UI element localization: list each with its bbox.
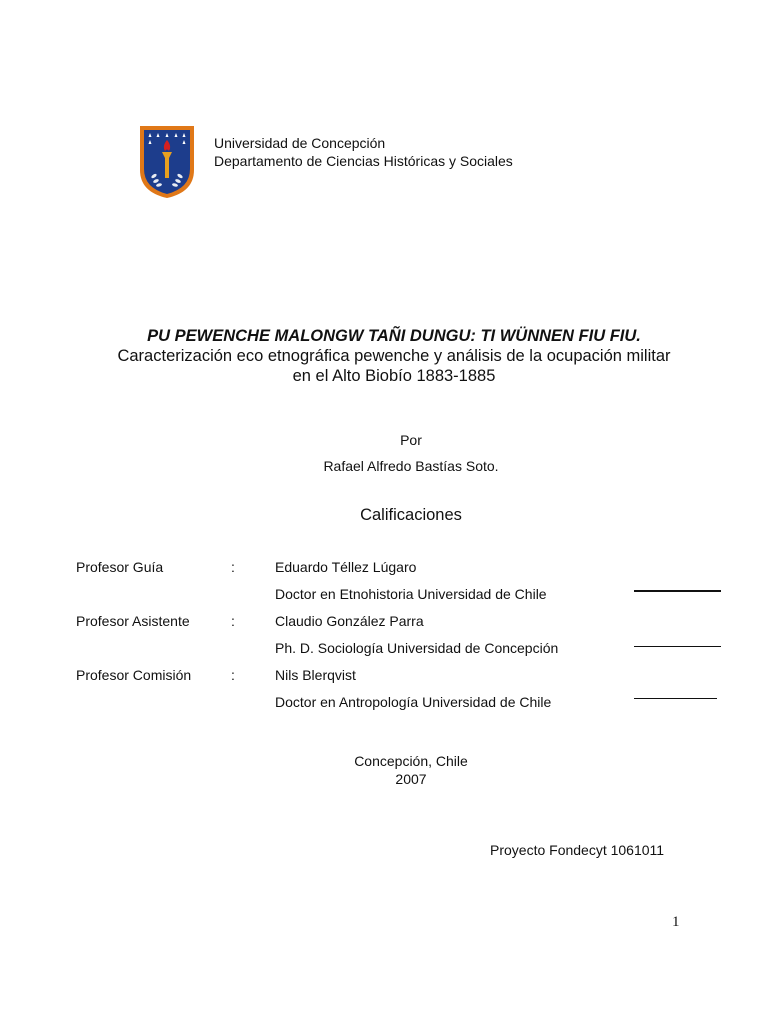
role-colon: : (231, 613, 235, 629)
professor-degree: Doctor en Antropología Universidad de Chile (275, 694, 552, 710)
city: Concepción, Chile (354, 753, 468, 769)
professor-name: Nils Blerqvist (275, 667, 356, 683)
thesis-subtitle: Caracterización eco etnográfica pewenche y análisis de la ocupación militar en el Alto Biobío 1883-1885 (117, 347, 671, 385)
page-number: 1 (672, 914, 680, 930)
signature-line (634, 590, 721, 592)
by-label: Por (400, 432, 422, 448)
signature-line (634, 698, 717, 699)
department-name: Departamento de Ciencias Históricas y Sociales (214, 153, 513, 169)
professor-role: Profesor Asistente (76, 613, 190, 629)
role-colon: : (231, 667, 235, 683)
role-colon: : (231, 559, 235, 575)
thesis-title: PU PEWENCHE MALONGW TAÑI DUNGU: TI WÜNNEN FIU FIU. (147, 327, 641, 345)
grades-heading: Calificaciones (360, 506, 462, 524)
professor-role: Profesor Guía (76, 559, 164, 575)
place-and-date (0, 752, 768, 788)
professor-degree: Doctor en Etnohistoria Universidad de Chile (275, 586, 547, 602)
author-name: Rafael Alfredo Bastías Soto. (323, 458, 499, 474)
signature-line (634, 646, 721, 647)
project-reference: Proyecto Fondecyt 1061011 (490, 842, 665, 858)
year: 2007 (395, 771, 427, 787)
thesis-title-block (0, 326, 768, 386)
university-name: Universidad de Concepción (214, 135, 386, 151)
professor-name: Eduardo Téllez Lúgaro (275, 559, 417, 575)
professor-role: Profesor Comisión (76, 667, 192, 683)
professor-name: Claudio González Parra (275, 613, 424, 629)
university-crest-icon (138, 124, 196, 200)
institution-header (214, 134, 513, 170)
professor-degree: Ph. D. Sociología Universidad de Concepción (275, 640, 559, 656)
